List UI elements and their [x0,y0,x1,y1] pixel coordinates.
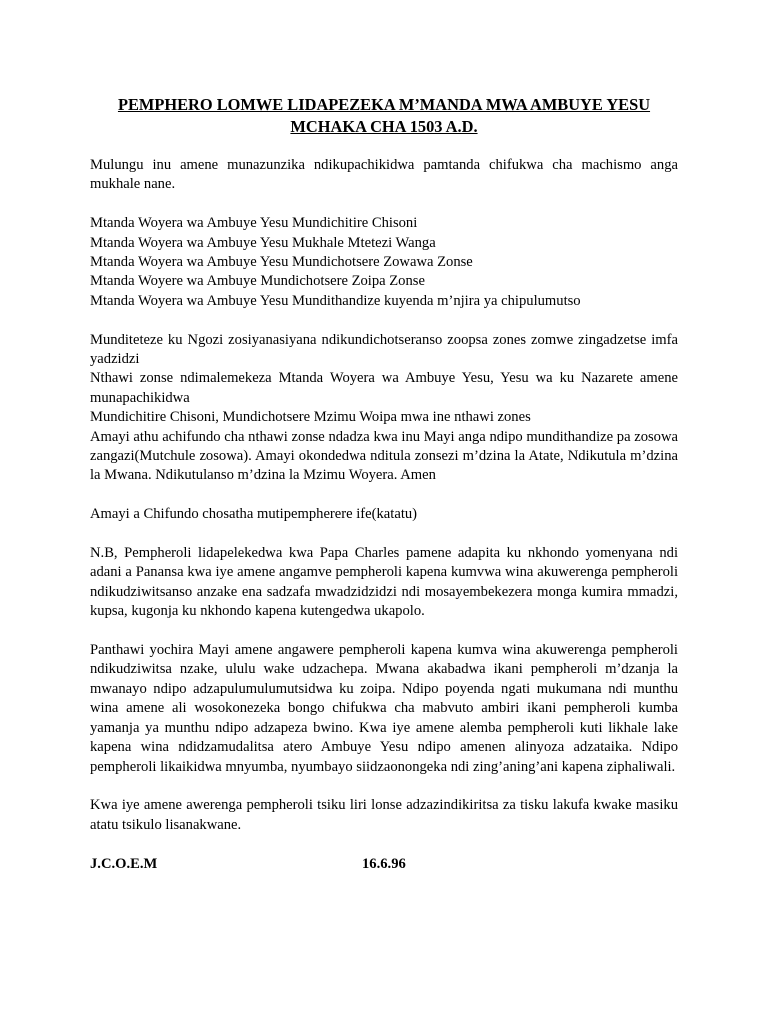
amayi-line: Amayi a Chifundo chosatha mutipempherere ife(katatu) [90,506,418,523]
mtanda-block [90,214,678,311]
mtanda-line: Mtanda Woyera wa Ambuye Yesu Mundithandize kuyenda m’njira ya chipulumutso [90,292,581,309]
document-title [90,94,678,138]
footer-date: 16.6.96 [362,856,406,873]
prayer-block [90,331,678,486]
prayer-line: Munditeteze ku Ngozi zosiyanasiyana ndikundichotseranso zoopsa zones zomwe zingadzetse imfa yadzidzi [90,331,678,368]
mtanda-line: Mtanda Woyera wa Ambuye Yesu Mundichotsere Zowawa Zonse [90,254,473,271]
intro-paragraph: Mulungu inu amene munazunzika ndikupachikidwa pamtanda chifukwa cha machismo anga mukhale nane. [90,157,678,193]
document-footer [90,855,678,875]
mtanda-line: Mtanda Woyera wa Ambuye Yesu Mundichitire Chisoni [90,215,418,232]
panthawi-paragraph: Panthawi yochira Mayi amene angawere pempheroli kapena kumva wina akuwerenga pempheroli ndikudziwitsa nzake, ululu wake udzachepa. Mwana akabadwa ikani pempheroli m’dzanja la mwanayo ndipo adzapulumulumutsidwa ku zoipa. Ndipo poyenda ngati mukumana ndi munthu wina amene ali wosokonezeka bongo chifukwa cha mabvuto ambiri ikani pempheroli kumba yamanja ya munthu ndipo adzapeza bwino. Kwa iye amene alemba pempheroli kuti likhale lake kapena wina ndidzamudalitsa atero Ambuye Yesu ndipo amenen alinyoza adzataika. Ndipo pempheroli likaikidwa mnyumba, nyumbayo siidzaonongeka ndi zing’aning’ani kapena ziphaliwali. [90,642,678,775]
title-line-1: PEMPHERO LOMWE LIDAPEZEKA M’MANDA MWA AMBUYE YESU [117,95,651,114]
prayer-line: Nthawi zonse ndimalemekeza Mtanda Woyera wa Ambuye Yesu, Yesu wa ku Nazarete amene munapachikidwa [90,370,678,406]
mtanda-line: Mtanda Woyere wa Ambuye Mundichotsere Zoipa Zonse [90,273,425,290]
prayer-line: Mundichitire Chisoni, Mundichotsere Mzimu Woipa mwa ine nthawi zones [90,409,531,426]
kwa-paragraph: Kwa iye amene awerenga pempheroli tsiku liri lonse adzazindikiritsa za tisku lakufa kwake masiku atatu tsikulo lisanakwane. [90,797,678,833]
mtanda-line: Mtanda Woyera wa Ambuye Yesu Mukhale Mtetezi Wanga [90,234,436,251]
prayer-line: Amayi athu achifundo cha nthawi zonse ndadza kwa inu Mayi anga ndipo mundithandize pa zosowa zangazi(Mutchule zosowa). Amayi okondedwa nditula zonsezi m’dzina la Atate, Ndikutula m’dzina la Mwana. Ndikutulanso m’dzina la Mzimu Woyera. Amen [90,428,678,484]
title-line-2: MCHAKA CHA 1503 A.D. [290,117,478,136]
nb-paragraph: N.B, Pempheroli lidapelekedwa kwa Papa Charles pamene adapita ku nkhondo yomenyana ndi adani a Panansa kwa iye amene angamve pempheroli kapena kumvwa wina akuwerenga pempheroli ndikudziwitsanso anzake ena sadzafa mwadzidzidzi ndi mosayembekezera monga kumira mmadzi, kupsa, kugonja ku nkhondo kapena kutengedwa ukapolo. [90,545,678,620]
footer-organization: J.C.O.E.M [90,856,158,873]
